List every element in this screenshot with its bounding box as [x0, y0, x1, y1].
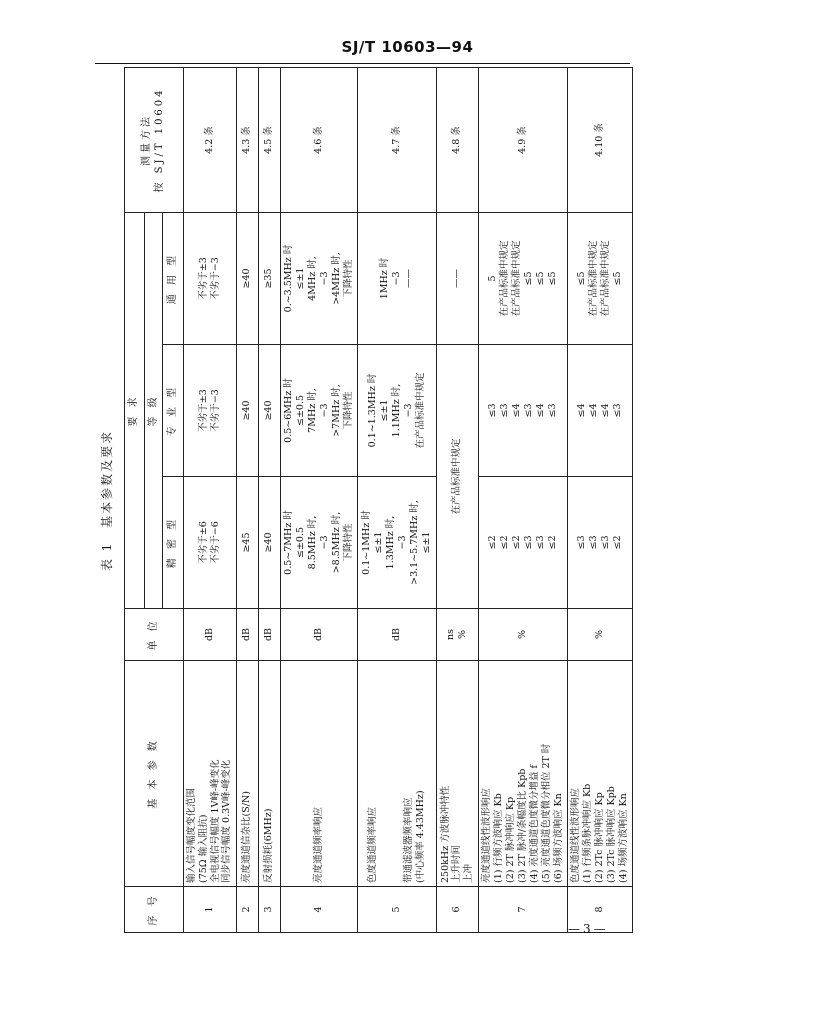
row-method: 4.5 条 — [258, 68, 280, 213]
row-method: 4.6 条 — [280, 68, 357, 213]
row-general — [357, 213, 436, 345]
col-header-precision: 精 密 型 — [163, 477, 183, 609]
row-professional-line: ≥40 — [263, 400, 275, 421]
row-professional-line: 0.1~1.3MHz 时 — [367, 373, 379, 448]
row-param — [567, 661, 632, 887]
row-general-line: −3 — [318, 271, 330, 286]
parameter-table — [124, 67, 633, 933]
row-precision-line: ≤3 — [576, 535, 588, 550]
row-unit: dB — [236, 609, 258, 661]
row-unit-line: ns — [445, 629, 457, 640]
row-precision-line: ≤±1 — [373, 531, 385, 554]
row-param-line: 色度通道频率响应 — [367, 806, 379, 883]
row-professional-line: −3 — [318, 403, 330, 418]
row-precision — [236, 477, 258, 609]
row-general-line: ≤5 — [523, 271, 534, 286]
row-precision — [357, 477, 436, 609]
row-precision — [479, 477, 568, 609]
row-param-line: 反射损耗(6MHz) — [263, 808, 275, 883]
row-seq: 3 — [258, 887, 280, 933]
row-general-line: 在产品标准中规定 — [511, 240, 523, 317]
col-header-param: 基 本 参 数 — [125, 661, 184, 887]
row-precision-line: ≥40 — [263, 532, 275, 553]
row-professional-line: 下降特性 — [342, 391, 354, 430]
row-param-line: 250kHz 方波脉冲特性 — [439, 785, 451, 883]
row-param-line: (4) 亮度通道色度微分增益 f — [528, 764, 540, 883]
table-row — [258, 68, 280, 933]
row-param — [236, 661, 258, 887]
row-param — [357, 661, 436, 887]
row-precision-line: −3 — [396, 535, 408, 550]
row-general — [479, 213, 568, 345]
row-unit-line: % — [457, 629, 469, 640]
row-professional-line: ≤4 — [511, 403, 523, 418]
row-general-line: 在产品标准中规定 — [588, 240, 600, 317]
row-precision-line: ≤2 — [546, 535, 558, 550]
row-general-line: ≤5 — [611, 271, 623, 286]
col-header-professional: 专 业 型 — [163, 345, 183, 477]
row-method: 4.3 条 — [236, 68, 258, 213]
row-general-line: 不劣于−3 — [209, 257, 221, 300]
row-general — [258, 213, 280, 345]
row-professional — [357, 345, 436, 477]
row-precision-line: 8.5MHz 时, — [307, 515, 319, 570]
row-merged-requirement: 在产品标准中规定 — [436, 345, 478, 609]
row-general-line: ≤±1 — [295, 267, 307, 290]
row-professional — [280, 345, 357, 477]
row-precision — [183, 477, 236, 609]
row-param-line: (5) 亮度通道色度微分相位 2T 时 — [540, 743, 552, 883]
row-precision-line: ≤3 — [599, 535, 611, 550]
row-param-line: (1) 行频条脉冲响应 Kb — [582, 783, 594, 883]
caption-label: 表 1 — [100, 541, 114, 572]
row-general — [183, 213, 236, 345]
row-param — [479, 661, 568, 887]
row-method: 4.9 条 — [479, 68, 568, 213]
row-seq: 4 — [280, 887, 357, 933]
row-precision-line: −3 — [318, 535, 330, 550]
row-professional — [183, 345, 236, 477]
row-param-line: 同步信号幅度 0.3V峰-峰变化 — [221, 759, 233, 883]
row-professional-line: 在产品标准中规定 — [414, 372, 426, 449]
row-precision-line: ≤2 — [611, 535, 623, 550]
row-general — [436, 213, 478, 345]
row-param-line: 带通滤波器频率响应 — [402, 797, 414, 883]
row-unit — [436, 609, 478, 661]
row-precision-line: 0.5~7MHz 时 — [283, 510, 295, 575]
row-precision — [258, 477, 280, 609]
row-param-line: 上升时间 — [451, 844, 463, 883]
rotated-table-area — [98, 68, 633, 933]
row-seq: 6 — [436, 887, 478, 933]
row-professional-line: 7MHz 时, — [307, 388, 319, 433]
row-seq: 8 — [567, 887, 632, 933]
row-param-line — [391, 664, 403, 883]
row-param-line: (2) 2Tc 脉冲响应 Kp — [594, 792, 606, 883]
row-general-line: >4MHz 时, — [330, 252, 342, 305]
row-param-line: (2) 2T 脉冲响应 Kp — [505, 796, 517, 883]
row-precision-line: 下降特性 — [342, 523, 354, 562]
table-row — [280, 68, 357, 933]
table-body — [183, 68, 632, 933]
row-general-line: —— — [451, 269, 463, 288]
row-general-line: ≤5 — [534, 271, 546, 286]
row-general-line: −3 — [390, 271, 402, 286]
row-param-line: (3) 2T 脉冲/条幅度比 Kpb — [517, 768, 529, 883]
row-general-line: ≥40 — [241, 268, 253, 289]
row-method: 4.8 条 — [436, 68, 478, 213]
row-param-line — [379, 664, 391, 883]
row-param-line: 全电视信号幅度 1V峰-峰变化 — [209, 759, 221, 883]
col-header-method — [125, 68, 184, 213]
row-professional-line: 0.5~6MHz 时 — [283, 378, 295, 443]
row-general-line: 下降特性 — [342, 259, 354, 298]
row-param — [258, 661, 280, 887]
row-professional — [479, 345, 568, 477]
row-general — [280, 213, 357, 345]
row-general-line: 0.~3.5MHz 时 — [283, 244, 295, 313]
row-precision-line: 0.1~1MHz 时 — [361, 510, 373, 575]
row-precision-line: ≤3 — [534, 535, 546, 550]
row-professional — [567, 345, 632, 477]
row-professional-line: −3 — [402, 403, 414, 418]
row-param-line: (中心频率 4.43MHz) — [414, 790, 426, 883]
row-professional-line: ≤3 — [523, 403, 534, 418]
row-precision-line: ≤2 — [499, 535, 511, 550]
header-rule — [95, 63, 630, 64]
row-professional-line: ≤4 — [588, 403, 600, 418]
row-param-line: 亮度通道信杂比(S/N) — [241, 791, 253, 883]
row-param-line: 亮度通道线性波形响应 — [481, 787, 493, 883]
col-header-seq: 序 号 — [125, 887, 184, 933]
row-general-line: ≤5 — [546, 271, 558, 286]
row-param-line: 输入信号幅度变化范围 — [185, 787, 197, 883]
table-row — [357, 68, 436, 933]
row-professional-line: ≤4 — [599, 403, 611, 418]
row-method: 4.7 条 — [357, 68, 436, 213]
row-precision-line: >8.5MHz 时, — [330, 511, 342, 574]
row-professional-line: ≤3 — [499, 403, 511, 418]
row-professional-line: 不劣于−3 — [209, 389, 221, 432]
table-row — [183, 68, 236, 933]
row-precision — [280, 477, 357, 609]
table-row — [236, 68, 258, 933]
row-param-line: (6) 场频方波响应 Kn — [552, 793, 564, 883]
row-param — [183, 661, 236, 887]
caption-title: 基本参数及要求 — [100, 429, 114, 528]
col-header-general: 通 用 型 — [163, 213, 183, 345]
row-param — [280, 661, 357, 887]
row-unit: dB — [280, 609, 357, 661]
row-precision-line: ≥45 — [241, 532, 253, 553]
row-professional-line: 不劣于±3 — [197, 389, 209, 432]
row-unit: % — [479, 609, 568, 661]
row-unit: dB — [258, 609, 280, 661]
row-seq: 7 — [479, 887, 568, 933]
row-precision-line: ≤2 — [511, 535, 523, 550]
row-param-line: 上冲 — [463, 863, 475, 883]
row-professional-line: ≤4 — [576, 403, 588, 418]
row-precision-line: >3.1~5.7MHz 时, — [408, 500, 420, 585]
row-seq: 2 — [236, 887, 258, 933]
row-precision-line: ≤±0.5 — [295, 526, 307, 559]
table-row — [567, 68, 632, 933]
col-header-requirement: 要 求 — [125, 213, 145, 609]
row-general — [236, 213, 258, 345]
method-header-line2: 按 SJ/T 10604 — [153, 87, 165, 193]
row-professional-line: 1.1MHz 时, — [390, 383, 402, 438]
row-general-line: 在产品标准中规定 — [499, 240, 511, 317]
row-param-line: (75Ω 输入阻抗) — [197, 814, 209, 883]
row-professional-line: ≤4 — [534, 403, 546, 418]
row-general-line: 5 — [487, 275, 499, 282]
row-general-line: ≥35 — [263, 268, 275, 289]
table-row — [436, 68, 478, 933]
row-param — [436, 661, 478, 887]
row-professional — [258, 345, 280, 477]
table-caption — [98, 68, 122, 933]
row-general-line: 4MHz 时, — [307, 256, 319, 301]
row-precision-line: 不劣于±6 — [197, 521, 209, 564]
row-precision — [567, 477, 632, 609]
row-method: 4.10 条 — [567, 68, 632, 213]
row-method: 4.2 条 — [183, 68, 236, 213]
row-param-line: (1) 行频方波响应 Kb — [493, 793, 505, 883]
row-general-line: —— — [402, 269, 414, 288]
row-general-line: 不劣于±3 — [197, 257, 209, 300]
row-professional-line: ≤±1 — [378, 399, 390, 422]
row-professional — [236, 345, 258, 477]
row-professional-line: ≤±0.5 — [295, 394, 307, 427]
row-precision-line: ≤±1 — [420, 531, 432, 554]
row-precision-line: ≤3 — [523, 535, 534, 550]
page-number: — 3 — — [565, 922, 609, 936]
col-header-grades: 等 级 — [145, 213, 163, 609]
row-param-line: 亮度通道频率响应 — [312, 806, 324, 883]
row-professional-line: >7MHz 时, — [330, 384, 342, 437]
row-unit: dB — [183, 609, 236, 661]
row-professional-line: ≤3 — [487, 403, 499, 418]
row-professional-line: ≤3 — [546, 403, 558, 418]
method-header-line1: 测量方法 — [141, 114, 153, 166]
row-param-line: (3) 2Tc 脉冲响应 Kpb — [605, 786, 617, 883]
row-param-line: 色度通道线性波形响应 — [570, 787, 582, 883]
row-unit: dB — [357, 609, 436, 661]
row-general-line: 1MHz 时 — [378, 257, 390, 300]
row-professional-line: ≤3 — [611, 403, 623, 418]
row-general-line: 在产品标准中规定 — [599, 240, 611, 317]
row-seq: 5 — [357, 887, 436, 933]
row-unit: % — [567, 609, 632, 661]
document-header: SJ/T 10603—94 — [341, 38, 474, 56]
row-precision-line: ≤2 — [487, 535, 499, 550]
row-seq: 1 — [183, 887, 236, 933]
row-precision-line: 不劣于−6 — [209, 521, 221, 564]
col-header-unit: 单 位 — [125, 609, 184, 661]
row-professional-line: ≥40 — [241, 400, 253, 421]
row-param-line: (4) 场频方波响应 Kn — [617, 793, 629, 883]
table-row — [479, 68, 568, 933]
row-precision-line: ≤3 — [588, 535, 600, 550]
row-general-line: ≤5 — [576, 271, 588, 286]
row-precision-line: 1.3MHz 时, — [384, 515, 396, 570]
row-general — [567, 213, 632, 345]
